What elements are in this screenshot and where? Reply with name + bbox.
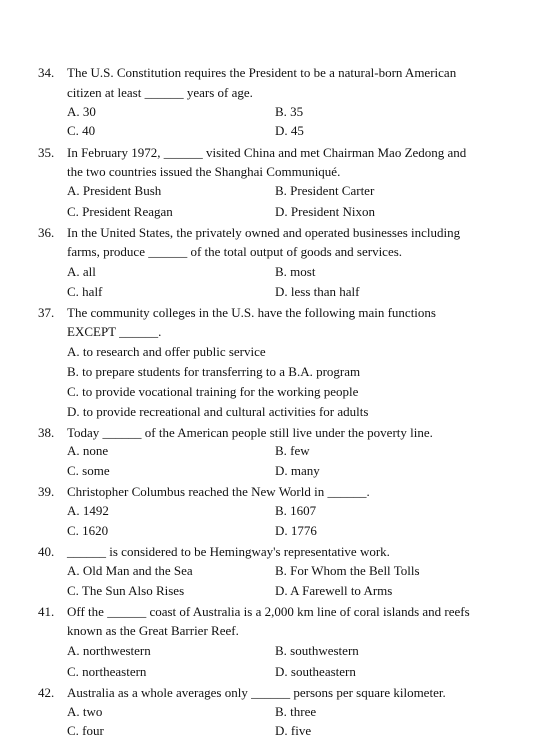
option-b: B. 1607	[275, 503, 317, 518]
question-text-line: Christopher Columbus reached the New World in ______.	[67, 484, 370, 499]
option-d: D. southeastern	[275, 664, 356, 679]
option-b: B. 35	[275, 104, 304, 119]
question-text-line: The U.S. Constitution requires the President to be a natural-born American	[67, 65, 457, 80]
option-d: D. to provide recreational and cultural activities for adults	[67, 404, 369, 419]
option-d: D. five	[275, 723, 312, 738]
option-b: B. most	[275, 264, 316, 279]
question-text-line: citizen at least ______ years of age.	[67, 85, 253, 100]
question-text-line: In February 1972, ______ visited China and met Chairman Mao Zedong and	[67, 145, 467, 160]
option-d: D. President Nixon	[275, 204, 376, 219]
question-number: 39.	[38, 484, 55, 499]
option-d: D. many	[275, 463, 320, 478]
question-number: 34.	[38, 65, 55, 80]
option-d: D. A Farewell to Arms	[275, 583, 393, 598]
question-number: 35.	[38, 145, 55, 160]
question-text-line: Off the ______ coast of Australia is a 2,000 km line of coral islands and reefs	[67, 604, 470, 619]
option-c: C. 1620	[67, 523, 109, 538]
question-text-line: farms, produce ______ of the total output of goods and services.	[67, 244, 403, 259]
option-a: A. to research and offer public service	[67, 344, 266, 359]
question-number: 42.	[38, 685, 55, 700]
question-number: 37.	[38, 305, 55, 320]
option-c: C. The Sun Also Rises	[67, 583, 185, 598]
option-a: A. two	[67, 704, 103, 719]
option-a: A. 30	[67, 104, 96, 119]
question-text-line: ______ is considered to be Hemingway's representative work.	[67, 544, 390, 559]
option-a: A. all	[67, 264, 96, 279]
option-b: B. to prepare students for transferring to a B.A. program	[67, 364, 361, 379]
option-c: C. to provide vocational training for the working people	[67, 384, 359, 399]
option-a: A. none	[67, 443, 109, 458]
option-b: B. southwestern	[275, 643, 359, 658]
option-c: C. President Reagan	[67, 204, 173, 219]
option-d: D. 1776	[275, 523, 317, 538]
question-text-line: EXCEPT ______.	[67, 324, 162, 339]
question-text-line: Australia as a whole averages only ______ persons per square kilometer.	[67, 685, 446, 700]
option-d: D. less than half	[275, 284, 360, 299]
option-c: C. northeastern	[67, 664, 147, 679]
question-text-line: the two countries issued the Shanghai Communiqué.	[67, 164, 341, 179]
option-a: A. northwestern	[67, 643, 151, 658]
option-b: B. President Carter	[275, 183, 375, 198]
question-text-line: Today ______ of the American people still live under the poverty line.	[67, 425, 433, 440]
option-c: C. some	[67, 463, 110, 478]
option-d: D. 45	[275, 123, 304, 138]
question-number: 41.	[38, 604, 55, 619]
option-b: B. For Whom the Bell Tolls	[275, 563, 420, 578]
option-b: B. few	[275, 443, 310, 458]
question-number: 38.	[38, 425, 55, 440]
option-a: A. Old Man and the Sea	[67, 563, 193, 578]
question-text-line: In the United States, the privately owned and operated businesses including	[67, 225, 461, 240]
option-a: A. President Bush	[67, 183, 162, 198]
option-b: B. three	[275, 704, 317, 719]
question-text-line: The community colleges in the U.S. have the following main functions	[67, 305, 436, 320]
question-text-line: known as the Great Barrier Reef.	[67, 623, 239, 638]
option-c: C. 40	[67, 123, 96, 138]
option-c: C. half	[67, 284, 103, 299]
question-number: 40.	[38, 544, 55, 559]
option-c: C. four	[67, 723, 104, 738]
question-number: 36.	[38, 225, 55, 240]
option-a: A. 1492	[67, 503, 109, 518]
